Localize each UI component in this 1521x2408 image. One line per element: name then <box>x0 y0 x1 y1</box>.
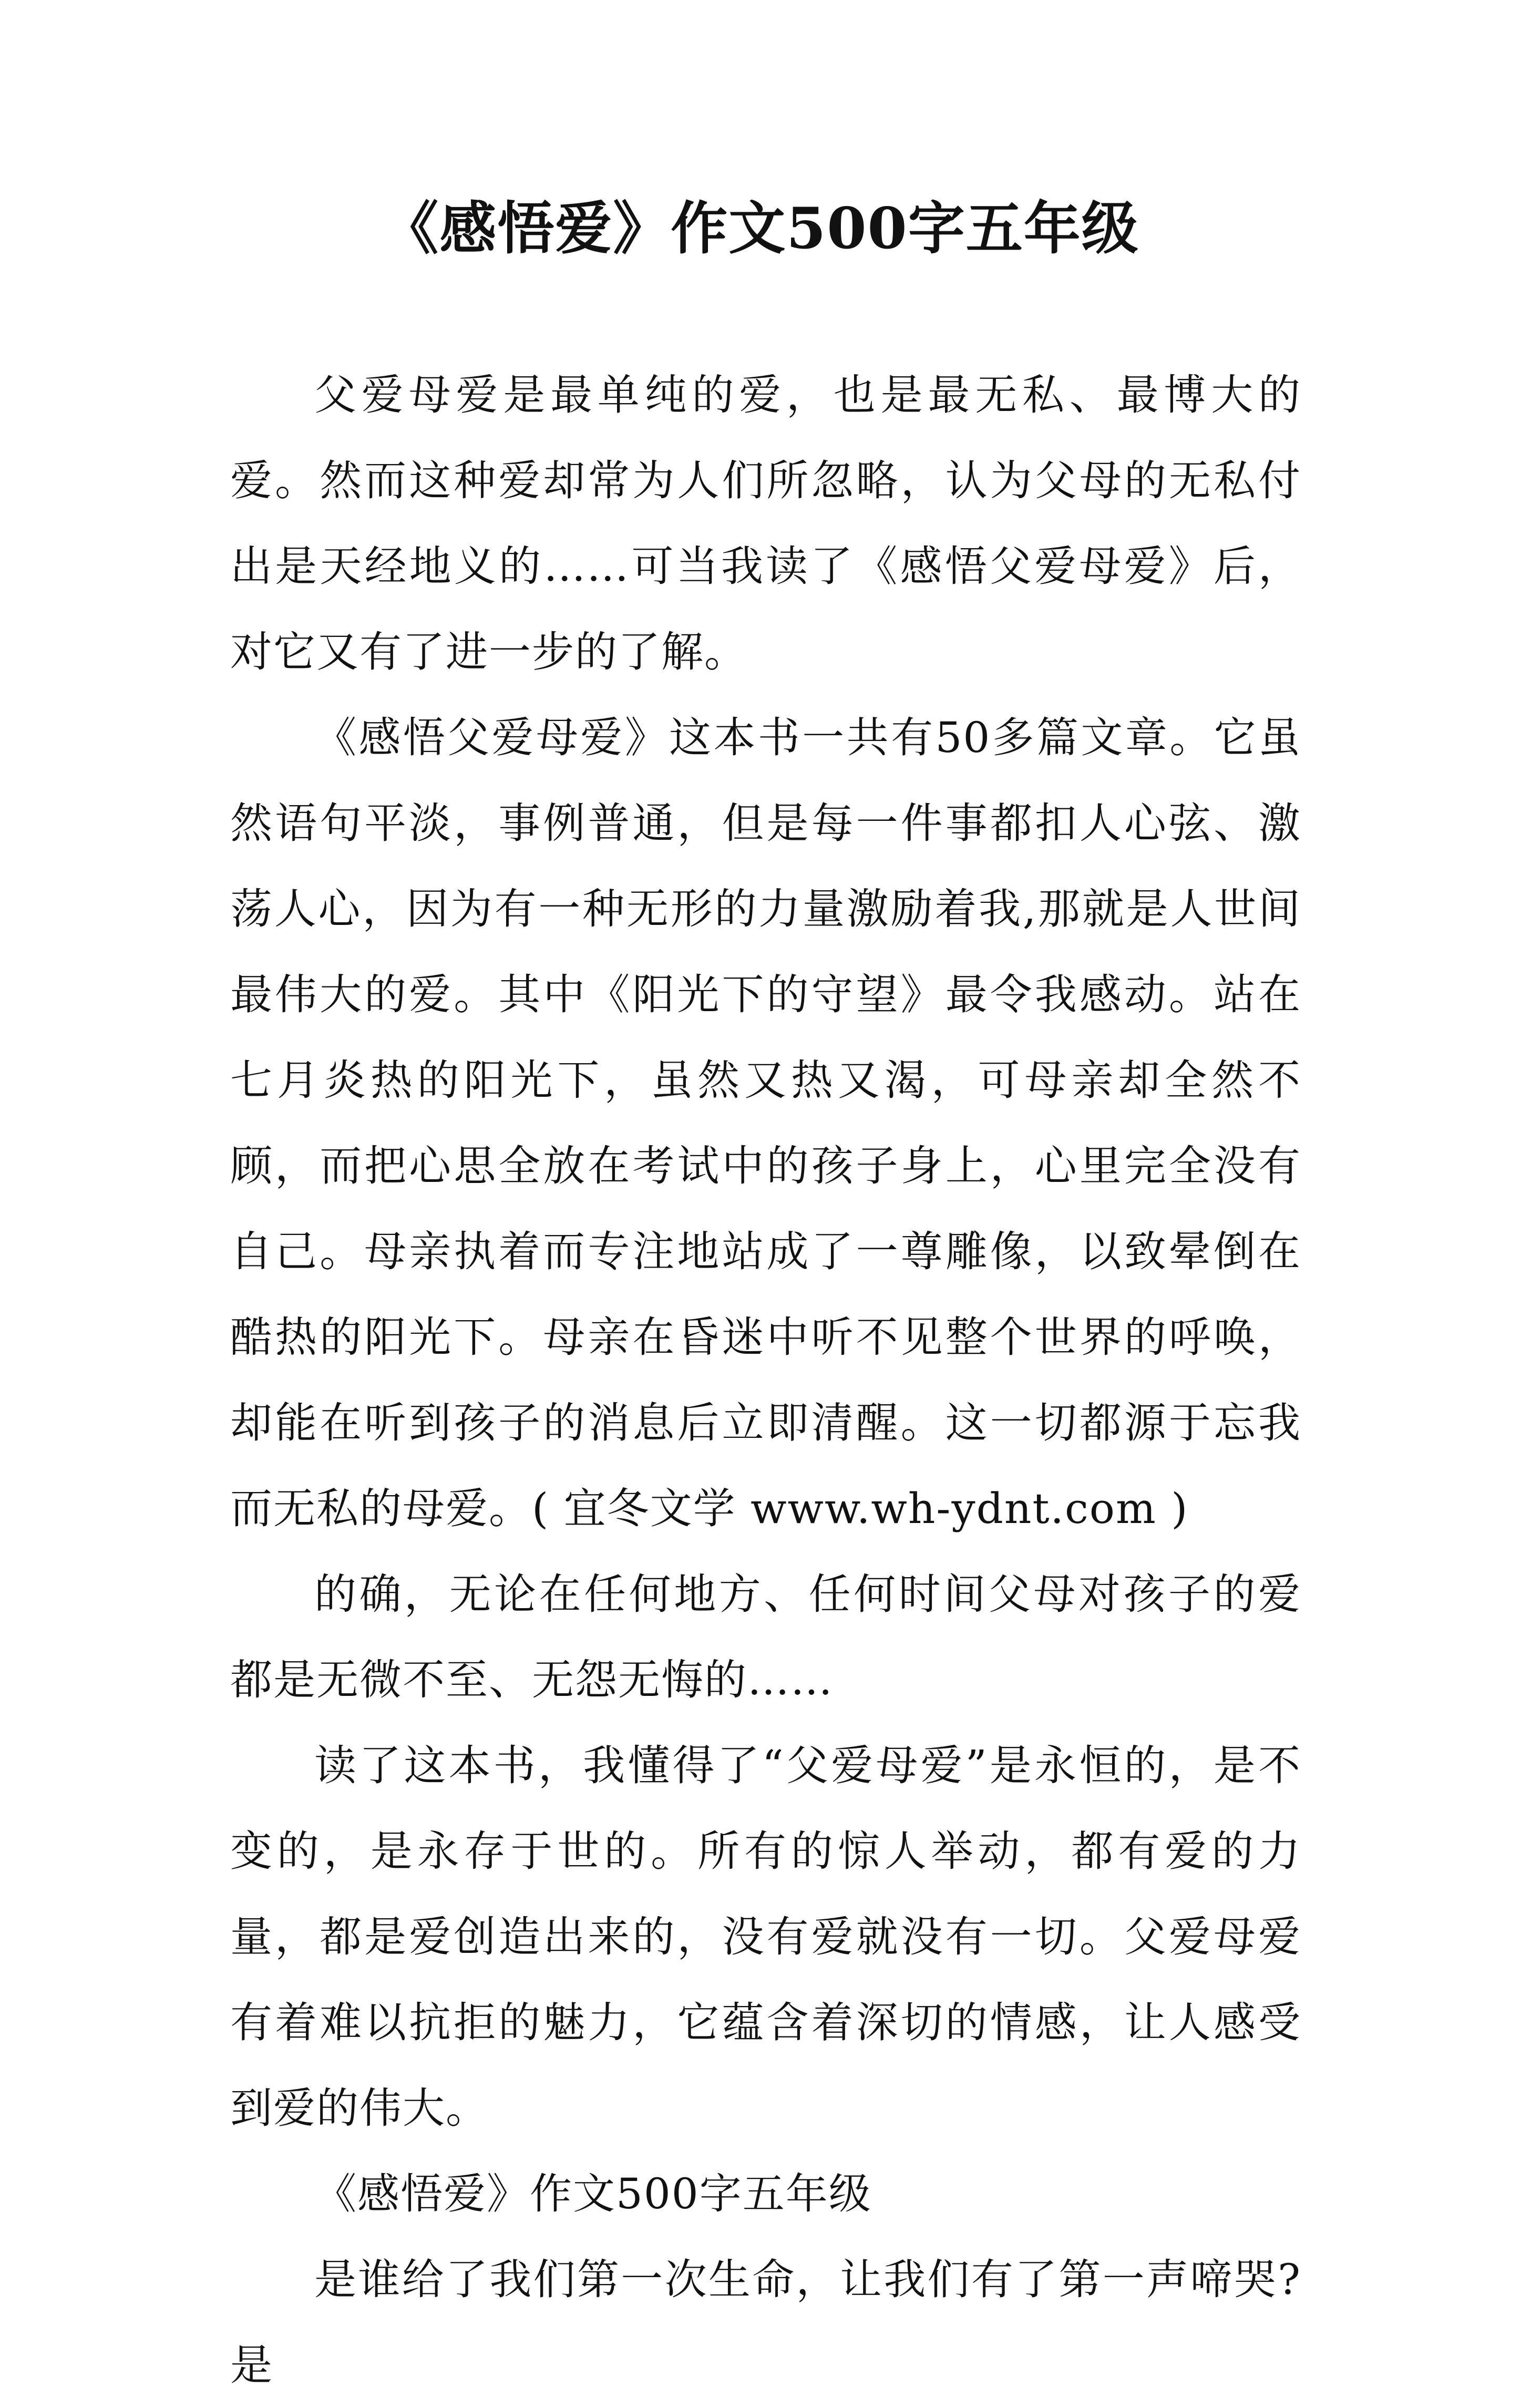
paragraph-intro: 父爱母爱是最单纯的爱，也是最无私、最博大的爱。然而这种爱却常为人们所忽略，认为父母的无私付出是天经地义的……可当我读了《感悟父爱母爱》后，对它又有了进一步的了解。 <box>230 371 1301 676</box>
paragraph-second-essay-start: 是谁给了我们第一次生命，让我们有了第一声啼哭?是 <box>230 2255 1301 2390</box>
document-title: 《感悟爱》作文500字五年级 <box>382 195 1139 262</box>
document-body <box>230 352 1301 2408</box>
paragraph-conclusion: 读了这本书，我懂得了“父爱母爱”是永恒的，是不变的，是永存于世的。所有的惊人举动，都有爱的力量，都是爱创造出来的，没有爱就没有一切。父爱母爱有着难以抗拒的魅力，它蕴含着深切的情感，让人感受到爱的伟大。 <box>230 1741 1301 2133</box>
paragraph-book-review: 《感悟父爱母爱》这本书一共有50多篇文章。它虽然语句平淡，事例普通，但是每一件事都扣人心弦、激荡人心，因为有一种无形的力量激励着我,那就是人世间最伟大的爱。其中《阳光下的守望》最令我感动。站在七月炎热的阳光下，虽然又热又渴，可母亲却全然不顾，而把心思全放在考试中的孩子身上，心里完全没有自己。母亲执着而专注地站成了一尊雕像，以致晕倒在酷热的阳光下。母亲在昏迷中听不见整个世界的呼唤，却能在听到孩子的消息后立即清醒。这一切都源于忘我而无私的母爱。( 宜冬文学 www.wh-ydnt.com ) <box>230 713 1301 1533</box>
paragraph-subheading: 《感悟爱》作文500字五年级 <box>314 2169 872 2218</box>
paragraph-indeed: 的确，无论在任何地方、任何时间父母对孩子的爱都是无微不至、无怨无悔的…… <box>230 1570 1301 1704</box>
